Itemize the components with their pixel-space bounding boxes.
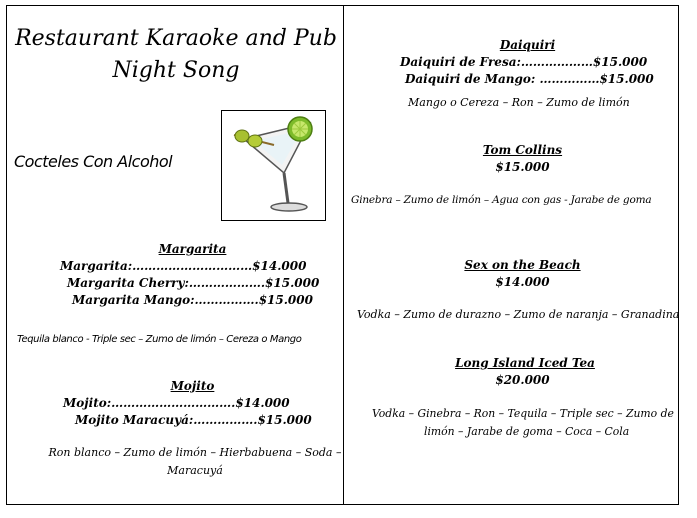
menu-line: Daiquiri de Mango: ……………$15.000 — [405, 72, 654, 86]
section-title: Cocteles Con Alcohol — [14, 152, 173, 171]
menu-line: Margarita:…………………………$14.000 — [60, 259, 307, 273]
martini-image — [221, 110, 326, 221]
long-island-price: $20.000 — [495, 373, 550, 387]
long-island-ingredients: Vodka – Ginebra – Ron – Tequila – Triple sec – Zumo de — [372, 407, 674, 420]
restaurant-subtitle: Night Song — [112, 58, 240, 83]
menu-line: Mojito:………………………….$14.000 — [63, 396, 290, 410]
menu-line: Mojito Maracuyá:…………….$15.000 — [75, 413, 312, 427]
daiquiri-heading: Daiquiri — [499, 38, 556, 52]
sex-on-the-beach-ingredients: Vodka – Zumo de durazno – Zumo de naranja – Granadina — [357, 308, 680, 321]
mojito-ingredients-cont: Maracuyá — [167, 464, 223, 477]
daiquiri-ingredients: Mango o Cereza – Ron – Zumo de limón — [408, 96, 630, 109]
margarita-ingredients: Tequila blanco - Triple sec – Zumo de limón – Cereza o Mango — [17, 334, 302, 345]
restaurant-name: Restaurant Karaoke and Pub — [15, 26, 337, 51]
tom-collins-ingredients: Ginebra – Zumo de limón – Agua con gas - Jarabe de goma — [351, 194, 652, 206]
sex-on-the-beach-price: $14.000 — [495, 275, 550, 289]
long-island-ingredients-cont: limón – Jarabe de goma – Coca – Cola — [424, 425, 630, 438]
menu-line: Margarita Cherry:……………….$15.000 — [67, 276, 320, 290]
tom-collins-heading: Tom Collins — [482, 143, 563, 157]
tom-collins-price: $15.000 — [495, 160, 550, 174]
margarita-heading: Margarita — [158, 242, 227, 256]
long-island-heading: Long Island Iced Tea — [455, 356, 595, 370]
mojito-ingredients: Ron blanco – Zumo de limón – Hierbabuena – Soda – — [48, 446, 342, 459]
sex-on-the-beach-heading: Sex on the Beach — [464, 258, 581, 272]
menu-line: Daiquiri de Fresa:………………$15.000 — [400, 55, 648, 69]
mojito-heading: Mojito — [170, 379, 215, 393]
menu-line: Margarita Mango:…………….$15.000 — [72, 293, 313, 307]
martini-glass-icon — [222, 111, 325, 220]
